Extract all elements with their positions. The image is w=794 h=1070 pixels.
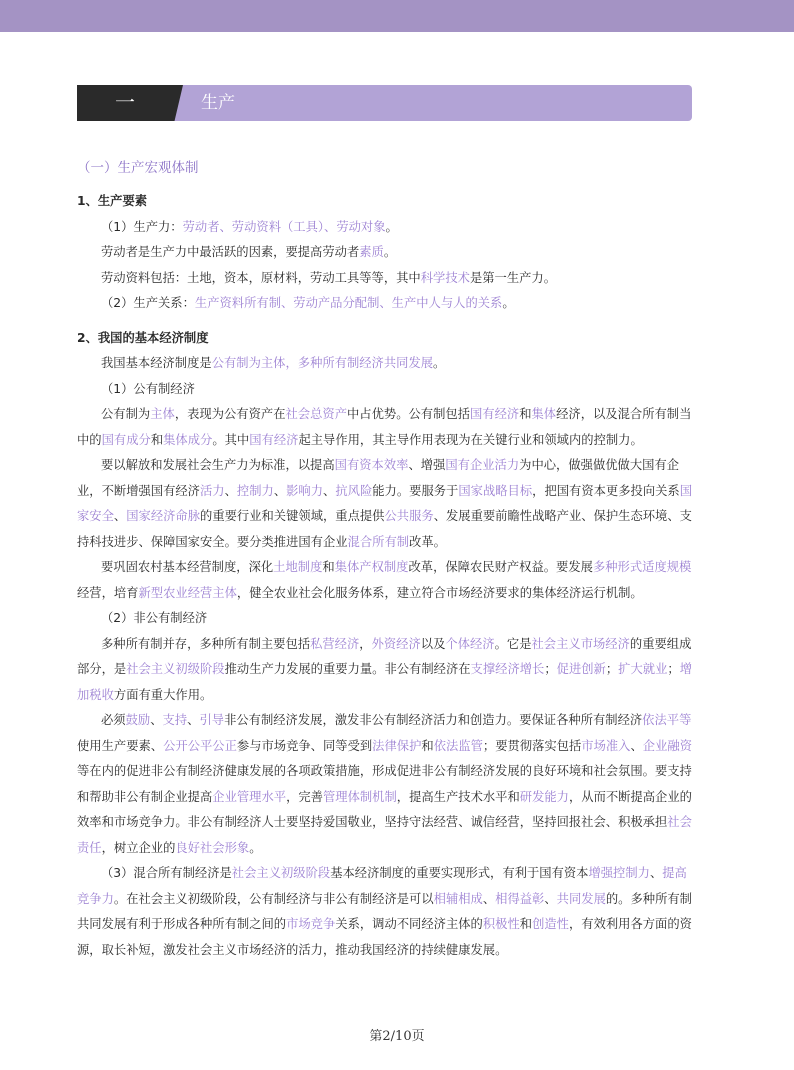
highlighted-term: 国有成分 <box>101 432 151 447</box>
text-run: 方面有重大作用。 <box>113 687 213 702</box>
highlighted-term: 提高竞争力 <box>77 866 687 906</box>
highlighted-term: 支撑经济增长 <box>470 662 545 676</box>
highlighted-term: 外资经济 <box>371 636 421 651</box>
highlighted-term: 公共服务 <box>384 509 434 523</box>
text-run: （2）非公有制经济 <box>101 611 208 625</box>
highlighted-term: 科学技术 <box>420 270 470 285</box>
highlighted-term: 劳动者、劳动资料（工具）、劳动对象 <box>182 219 386 234</box>
text-run: 。在社会主义初级阶段，公有制经济与非公有制经济是可以 <box>113 891 434 906</box>
highlighted-term: 企业管理水平 <box>212 789 287 804</box>
highlighted-term: 研发能力 <box>519 789 569 804</box>
highlighted-term: 社会主义初级阶段 <box>231 866 331 880</box>
highlighted-term: 市场准入 <box>581 738 631 753</box>
highlighted-term: 抗风险 <box>335 483 373 498</box>
list-item <box>77 240 695 266</box>
highlighted-term: 相得益彰 <box>495 891 545 906</box>
highlighted-term: 生产资料所有制、劳动产品分配制、生产中人与人的关系 <box>194 296 503 310</box>
top-color-bar <box>0 0 794 32</box>
text-run: ，有效利用各方面的资源，取长补短，激发社会主义市场经济的活力，推动我国经济的持续健康发展。 <box>77 917 692 957</box>
text-run: 中占优势。公有制包括 <box>347 407 470 421</box>
highlighted-term: 良好社会形象 <box>175 840 250 855</box>
text-run: ， <box>359 636 372 651</box>
list-item <box>77 291 695 317</box>
chapter-banner <box>77 85 692 121</box>
subheading <box>77 326 695 352</box>
text-run: 推动生产力发展的重要力量。非公有制经济在 <box>224 662 471 676</box>
text-run: 要巩固农村基本经营制度，深化 <box>101 560 274 574</box>
text-run: 改革，保障农民财产权益。要发展 <box>408 560 593 574</box>
list-item <box>77 606 695 632</box>
text-run: ； <box>544 662 557 676</box>
highlighted-term: 扩大就业 <box>618 662 668 676</box>
highlighted-term: 公开公平公正 <box>163 738 237 753</box>
text-run: ，完善 <box>286 789 323 804</box>
section-title: （一）生产宏观体制 <box>77 160 199 176</box>
highlighted-term: 积极性 <box>482 917 520 931</box>
text-run: ，健全农业社会化服务体系，建立符合市场经济要求的集体经济运行机制。 <box>236 585 643 600</box>
text-run: （2）生产关系： <box>101 296 195 310</box>
text-run: （3）混合所有制经济是 <box>101 866 232 880</box>
text-run: 、 <box>482 891 496 906</box>
text-run: 、 <box>273 483 287 498</box>
text-run: 的重要行业和关键领域，重点提供 <box>200 509 385 523</box>
highlighted-term: 多种形式适度规模 <box>592 560 692 574</box>
highlighted-term: 国有经济 <box>469 407 520 421</box>
paragraph <box>77 351 695 377</box>
text-run: 、发展重要前瞻性战略产业、保护生态环境、支持科技进步、保障国家安全。要分类推进国有企业 <box>77 509 692 549</box>
text-run: 以及 <box>420 636 446 651</box>
paragraph <box>77 708 695 861</box>
text-run: 。 <box>502 296 515 310</box>
highlighted-term: 公有制为主体，多种所有制经济共同发展 <box>211 356 434 370</box>
highlighted-term: 创造性 <box>532 917 569 931</box>
highlighted-term: 国有企业活力 <box>445 458 520 472</box>
text-run: 改革。 <box>409 534 446 549</box>
paragraph <box>77 861 695 963</box>
paragraph <box>77 402 695 453</box>
highlighted-term: 土地制度 <box>273 560 323 574</box>
highlighted-term: 集体 <box>531 407 557 421</box>
highlighted-term: 支持 <box>162 713 188 727</box>
text-run: （1）生产力： <box>101 219 183 234</box>
subheading <box>77 189 695 215</box>
text-run: 和 <box>421 738 434 753</box>
text-run: 非公有制经济发展，激发非公有制经济活力和创造力。要保证各种所有制经济 <box>224 713 643 727</box>
text-run: 。它是 <box>494 636 532 651</box>
highlighted-term: 活力 <box>199 483 225 498</box>
text-run: ；要贯彻落实包括 <box>482 738 582 753</box>
text-run: 的。多种所有制共同发展有利于形成各种所有制之间的 <box>77 891 692 931</box>
text-run: 能力。要服务于 <box>372 483 459 498</box>
highlighted-term: 国家经济命脉 <box>126 509 201 523</box>
highlighted-term: 集体成分 <box>163 432 213 447</box>
text-run: ； <box>667 662 680 676</box>
text-run: 基本经济制度的重要实现形式，有利于国有资本 <box>330 866 589 880</box>
text-run: 经济，以及混合所有制当中的 <box>77 407 692 447</box>
chapter-title: 生产 <box>201 93 235 113</box>
text-run: 劳动者是生产力中最活跃的因素，要提高劳动者 <box>101 245 360 259</box>
highlighted-term: 社会主义市场经济 <box>531 636 630 651</box>
highlighted-term: 共同发展 <box>556 891 606 906</box>
text-run: 和 <box>519 917 533 931</box>
text-run: 、 <box>150 713 163 727</box>
text-run: ，提高生产技术水平和 <box>396 789 520 804</box>
paragraph <box>77 632 695 709</box>
text-run: 公有制为 <box>101 407 151 421</box>
text-run: 劳动资料包括：土地，资本，原材料，劳动工具等等，其中 <box>101 270 421 285</box>
text-run: 的重要组成部分，是 <box>77 636 692 676</box>
text-run: ，从而不断提高企业的效率和市场竞争力。非公有制经济人士要坚持爱国敬业，坚持守法经营、诚信经营，坚持回报社会、积极承担 <box>77 789 692 829</box>
highlighted-term: 增强控制力 <box>588 866 650 880</box>
highlighted-term: 法律保护 <box>372 738 422 753</box>
text-run: 、增强 <box>408 458 446 472</box>
list-item <box>77 215 695 241</box>
text-run: 和 <box>322 560 335 574</box>
highlighted-term: 管理体制机制 <box>322 789 397 804</box>
text-run: 。 <box>433 356 446 370</box>
text-run: 、 <box>224 483 237 498</box>
highlighted-term: 社会责任 <box>77 815 692 855</box>
text-run: ，表现为公有资产在 <box>174 407 286 421</box>
highlighted-term: 影响力 <box>286 483 324 498</box>
paragraph <box>77 555 695 606</box>
text-run: 。其中 <box>212 432 250 447</box>
text-run: 1、生产要素 <box>77 194 148 208</box>
text-run: ，树立企业的 <box>101 840 176 855</box>
highlighted-term: 依法监管 <box>433 738 483 753</box>
text-run: ； <box>605 662 619 676</box>
highlighted-term: 增加税收 <box>77 662 692 702</box>
highlighted-term: 国家安全 <box>77 483 693 523</box>
highlighted-term: 素质 <box>359 245 384 259</box>
paragraph <box>77 453 695 555</box>
highlighted-term: 国有资本效率 <box>334 458 409 472</box>
highlighted-term: 相辅相成 <box>433 891 483 906</box>
highlighted-term: 集体产权制度 <box>334 560 409 574</box>
text-run: 参与市场竞争、同等受到 <box>236 738 373 753</box>
text-run: 要以解放和发展社会生产力为标准，以提高 <box>101 458 335 472</box>
text-run: 经营，培育 <box>77 585 139 600</box>
list-item <box>77 377 695 403</box>
text-run: 和 <box>150 432 164 447</box>
text-run: （1）公有制经济 <box>101 381 195 396</box>
text-run: 2、我国的基本经济制度 <box>77 330 209 345</box>
highlighted-term: 混合所有制 <box>347 534 410 549</box>
highlighted-term: 国有经济 <box>249 432 299 447</box>
text-run: 为中心，做强做优做大国有企业，不断增强国有经济 <box>77 458 680 498</box>
text-run: 我国基本经济制度是 <box>101 356 212 370</box>
text-run: 多种所有制并存，多种所有制主要包括 <box>101 636 311 651</box>
text-run: 必须 <box>101 713 126 727</box>
text-run: 是第一生产力。 <box>469 270 557 285</box>
highlighted-term: 主体 <box>150 407 175 421</box>
highlighted-term: 企业融资 <box>642 738 692 753</box>
text-run: ，把国有资本更多投向关系 <box>532 483 680 498</box>
highlighted-term: 鼓励 <box>125 713 151 727</box>
text-run: 和 <box>519 407 532 421</box>
text-run: 、 <box>187 713 200 727</box>
highlighted-term: 控制力 <box>236 483 274 498</box>
highlighted-term: 依法平等 <box>642 713 692 727</box>
highlighted-term: 新型农业经营主体 <box>138 585 237 600</box>
highlighted-term: 社会主义初级阶段 <box>126 662 225 676</box>
highlighted-term: 国家战略目标 <box>458 483 533 498</box>
highlighted-term: 市场竞争 <box>286 917 336 931</box>
text-run: 、 <box>630 738 643 753</box>
text-run: 使用生产要素、 <box>77 738 164 753</box>
text-run: 。 <box>249 840 262 855</box>
chapter-number: 一 <box>115 90 135 114</box>
text-run: 关系，调动不同经济主体的 <box>335 917 483 931</box>
page-number: 第2/10页 <box>369 1029 425 1044</box>
highlighted-term: 私营经济 <box>310 636 360 651</box>
text-run: 、 <box>323 483 336 498</box>
text-run: 、 <box>649 866 663 880</box>
highlighted-term: 引导 <box>199 713 225 727</box>
text-run: 。 <box>383 245 397 259</box>
text-run: 、 <box>113 509 127 523</box>
highlighted-term: 促进创新 <box>556 662 606 676</box>
text-run: 、 <box>544 891 557 906</box>
highlighted-term: 个体经济 <box>445 636 495 651</box>
body-text <box>77 189 695 963</box>
text-run: 等在内的促进非公有制经济健康发展的各项政策措施，形成促进非公有制经济发展的良好环境和社会氛围。要支持和帮助非公有制企业提高 <box>77 764 692 804</box>
highlighted-term: 社会总资产 <box>285 407 347 421</box>
text-run: 。 <box>385 219 398 234</box>
text-run: 起主导作用，其主导作用表现为在关键行业和领域内的控制力。 <box>298 432 643 447</box>
list-item <box>77 266 695 292</box>
